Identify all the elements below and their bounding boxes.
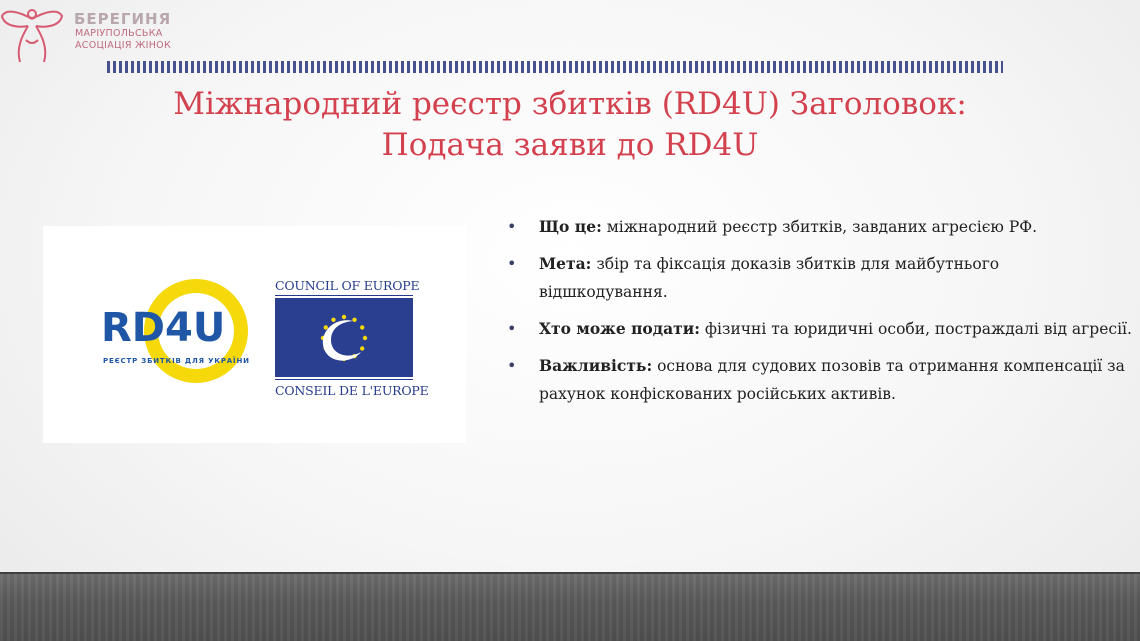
- coe-divider: [275, 295, 413, 296]
- bullet-text: збір та фіксація доказів збитків для майбутнього відшкодування.: [539, 255, 1000, 301]
- bullet-label: Мета:: [539, 254, 592, 273]
- stars-circle-icon: [275, 298, 413, 377]
- bullet-text: міжнародний реєстр збитків, завданих агресією РФ.: [601, 218, 1038, 236]
- bullet-label: Що це:: [539, 217, 602, 236]
- org-name: БЕРЕГИНЯ: [74, 10, 172, 28]
- angel-icon: [0, 0, 70, 68]
- organization-logo: [0, 0, 180, 68]
- bullet-item: [507, 352, 1132, 408]
- rd4u-logo: [101, 279, 261, 395]
- coe-flag: [275, 298, 413, 377]
- org-subtitle-1: МАРІУПОЛЬСЬКА: [75, 28, 163, 39]
- bullet-item: [507, 213, 1132, 241]
- title-line-1: Міжнародний реєстр збитків (RD4U) Заголовок:: [173, 86, 967, 122]
- floor-background: [0, 572, 1140, 641]
- coe-title-fr: CONSEIL DE L'EUROPE: [275, 383, 429, 398]
- decorative-stripe: [107, 61, 1003, 73]
- bullet-list: [507, 213, 1132, 417]
- bullet-text: фізичні та юридичні особи, постраждалі від агресії.: [699, 320, 1132, 338]
- bullet-item: [507, 315, 1132, 343]
- coe-divider-bottom: [275, 379, 413, 380]
- org-subtitle-2: АСОЦІАЦІЯ ЖІНОК: [75, 40, 171, 51]
- bullet-item: [507, 250, 1132, 306]
- title-line-2: Подача заяви до RD4U: [381, 127, 759, 163]
- rd4u-text: RD4U: [101, 305, 226, 351]
- slide-title: [40, 84, 1100, 166]
- coe-title-en: COUNCIL OF EUROPE: [275, 278, 420, 293]
- rd4u-subtitle: РЕЄСТР ЗБИТКІВ ДЛЯ УКРАЇНИ: [103, 357, 249, 365]
- bullet-label: Важливість:: [539, 356, 653, 375]
- logos-image: [43, 226, 466, 443]
- bullet-text: основа для судових позовів та отримання компенсації за рахунок конфіскованих російських активів.: [539, 357, 1125, 403]
- council-of-europe-logo: [275, 278, 429, 398]
- bullet-label: Хто може подати:: [539, 319, 700, 338]
